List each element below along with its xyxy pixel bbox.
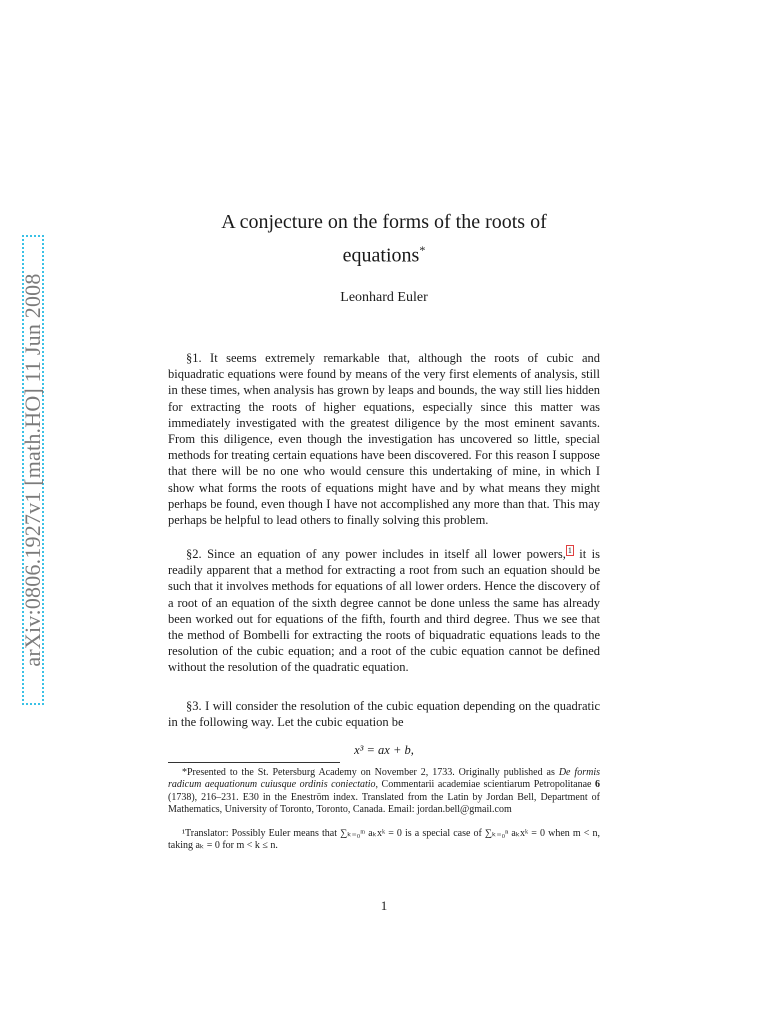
section-2-label: §2. (186, 547, 202, 561)
arxiv-stamp (22, 235, 44, 705)
footnote-rule (168, 762, 340, 763)
cubic-equation: x³ = ax + b, (354, 743, 414, 757)
footnote-1 (168, 828, 600, 853)
footnote-star-text-b: , Commentarii academiae scientiarum Petropolitanae (375, 779, 595, 791)
arxiv-id: arXiv:0806.1927v1 [math.HO] 11 Jun 2008 (20, 273, 45, 667)
title-line-2: equations (342, 244, 420, 267)
section-2-text-a: Since an equation of any power includes in itself all lower powers, (207, 547, 566, 561)
section-3-label: §3. (186, 699, 202, 713)
footnote-1-link[interactable]: 1 (567, 545, 572, 555)
section-1-label: §1. (186, 351, 202, 365)
section-2-text-b: it is readily apparent that a method for extracting a root from such an equation should be such that it involves methods for equations of all lower orders. Hence the discovery of a root of an equation of the sixth degree cannot be done unless the same has already been worked out for equations of the fifth, fourth and third degree. Thus we see that the method of Bombelli for extracting the roots of biquadratic equations leads to the resolution of the cubic equation; and a root of the cubic equation cannot be defined without the resolution of the quadratic equation. (168, 547, 600, 675)
section-1-text: It seems extremely remarkable that, although the roots of cubic and biquadratic equations were found by means of the very first elements of analysis, still in these times, when analysis has grown by leaps and bounds, the way still lies hidden for extracting the roots of higher equations, especially since this matter was immediately investigated with the greatest diligence by the most eminent savants. From this diligence, even though the investigation has uncovered so little, special methods for treating certain equations have been discovered. For this reason I suppose that there will be no one who would censure this undertaking of mine, in which I show what forms the roots of equations might have and by what means they might perhaps be found, even though I have not accomplished any more than that. This may perhaps be helpful to lead others to finally solving this problem. (168, 351, 600, 528)
footnote-star-text-c: (1738), 216–231. E30 in the Eneström index. Translated from the Latin by Jordan Bell, Department of Mathematics, University of Toronto, Toronto, Canada. Email: jordan.bell@gmail.com (168, 791, 600, 816)
paper-title (168, 208, 600, 270)
section-3 (168, 698, 600, 730)
section-1 (168, 350, 600, 528)
author: Leonhard Euler (340, 290, 428, 305)
title-line-1: A conjecture on the forms of the roots of (221, 211, 547, 233)
footnote-star-original-title: De formis radicum aequationum cuiusque ordinis coniectatio (168, 767, 600, 791)
page-number: 1 (380, 898, 388, 913)
footnote-star-volume: 6 (594, 779, 600, 791)
section-3-text: I will consider the resolution of the cubic equation depending on the quadratic in the following way. Let the cubic equation be (168, 699, 601, 730)
footnote-star-text-a: *Presented to the St. Petersburg Academy on November 2, 1733. Originally published as (182, 767, 559, 778)
footnote-1-text: ¹Translator: Possibly Euler means that ∑ₖ₌₀ᵐ aₖxᵏ = 0 is a special case of ∑ₖ₌₀ⁿ aₖxᵏ = 0 when m < n, taking aₖ = 0 for m < k ≤ n. (168, 828, 600, 852)
footnote-star (168, 767, 600, 817)
section-2 (168, 546, 600, 676)
title-footnote-marker: * (419, 243, 426, 257)
